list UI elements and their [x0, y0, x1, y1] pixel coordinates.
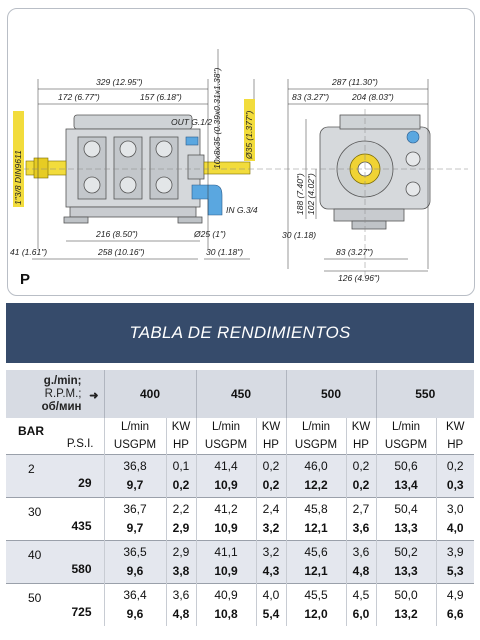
flow-cell: 41,4 10,9: [196, 455, 256, 498]
speed-500: 500: [286, 370, 376, 418]
dim-329: 329 (12.95"): [96, 77, 143, 87]
flow-cell: 36,5 9,6: [104, 541, 166, 584]
bar-label: BAR: [18, 424, 44, 438]
dim-157: 157 (6.18"): [140, 92, 182, 102]
dim-188: 188 (7.40"): [295, 173, 305, 215]
bar-value: 30: [28, 505, 42, 519]
pump-drawing: [8, 9, 474, 295]
drawing-letter: P: [20, 271, 31, 288]
flow-cell: 50,4 13,3: [376, 498, 436, 541]
units-row: BAR P.S.I. L/min USGPM KW HP L/min USGPM KW HP L/min USGPM KW HP L/min USGPM KW HP: [6, 418, 474, 455]
dim-d25: Ø25 (1"): [194, 229, 226, 239]
power-cell: 4,5 6,0: [346, 584, 376, 627]
outlet-fitting: [186, 137, 198, 145]
table-row: [6, 541, 474, 584]
performance-table: [6, 370, 474, 626]
table-title: TABLA DE RENDIMIENTOS: [129, 323, 351, 342]
flow-cell: 41,1 10,9: [196, 541, 256, 584]
header-row: [6, 370, 474, 418]
flow-cell: 40,9 10,8: [196, 584, 256, 627]
power-cell: 3,6 4,8: [346, 541, 376, 584]
power-cell: 0,2 0,3: [436, 455, 474, 498]
pressure-cell: [6, 541, 104, 584]
table-row: [6, 498, 474, 541]
power-cell: 3,2 4,3: [256, 541, 286, 584]
power-cell: 3,0 4,0: [436, 498, 474, 541]
power-cell: 3,9 5,3: [436, 541, 474, 584]
power-cell: 0,2 0,2: [346, 455, 376, 498]
flow-cell: 46,0 12,2: [286, 455, 346, 498]
power-cell: 2,2 2,9: [166, 498, 196, 541]
table-title-banner: [6, 303, 474, 363]
side-outlet-fitting: [407, 131, 419, 143]
dim-d35: Ø35 (1.377"): [244, 110, 254, 159]
speed-550: 550: [376, 370, 474, 418]
flow-cell: 36,4 9,6: [104, 584, 166, 627]
bar-value: 40: [28, 548, 42, 562]
arrow-right-icon: ➜: [89, 390, 99, 402]
dim-41: 41 (1.61"): [10, 247, 48, 257]
speed-400: 400: [104, 370, 196, 418]
shaft: [204, 162, 250, 174]
pressure-cell: [6, 584, 104, 627]
out-label: OUT G.1/2: [171, 117, 213, 127]
pressure-cell: [6, 455, 104, 498]
psi-value: 725: [71, 605, 92, 619]
dim-204: 204 (8.03"): [352, 92, 394, 102]
power-cell: 0,1 0,2: [166, 455, 196, 498]
psi-value: 580: [71, 562, 92, 576]
dim-172: 172 (6.77"): [58, 92, 100, 102]
psi-label: P.S.I.: [66, 438, 94, 450]
dim-216: 216 (8.50"): [96, 229, 138, 239]
power-cell: 2,7 3,6: [346, 498, 376, 541]
power-cell: 2,9 3,8: [166, 541, 196, 584]
psi-value: 29: [78, 476, 92, 490]
table-row: [6, 455, 474, 498]
technical-drawing: [7, 8, 475, 296]
flow-cell: 45,6 12,1: [286, 541, 346, 584]
inlet-label: 1"3/8 DIN9611: [13, 150, 23, 205]
dim-30: 30 (1.18"): [206, 247, 244, 257]
flow-cell: 45,5 12,0: [286, 584, 346, 627]
psi-value: 435: [71, 519, 92, 533]
dim-102: 102 (4.02"): [306, 173, 316, 215]
power-cell: 2,4 3,2: [256, 498, 286, 541]
flow-cell: 45,8 12,1: [286, 498, 346, 541]
bar-value: 50: [28, 591, 42, 605]
dim-83-bottom: 83 (3.27"): [336, 247, 374, 257]
dim-126: 126 (4.96"): [338, 273, 380, 283]
rpm-label: g./min; R.P.M.; об/мин ➜: [6, 370, 104, 418]
flow-cell: 50,6 13,4: [376, 455, 436, 498]
dim-258: 258 (10.16"): [98, 247, 145, 257]
speed-450: 450: [196, 370, 286, 418]
pressure-cell: [6, 498, 104, 541]
flow-cell: 50,2 13,3: [376, 541, 436, 584]
in-label: IN G.3/4: [226, 205, 258, 215]
dim-287: 287 (11.30"): [332, 77, 378, 87]
flow-cell: 36,8 9,7: [104, 455, 166, 498]
power-cell: 4,0 5,4: [256, 584, 286, 627]
shaft-label: 10x8x35 (0.39x0.31x1.38"): [212, 67, 222, 169]
flow-cell: 50,0 13,2: [376, 584, 436, 627]
table-row: [6, 584, 474, 627]
dim-30-side: 30 (1.18): [282, 230, 317, 240]
bar-value: 2: [28, 462, 35, 476]
flow-cell: 36,7 9,7: [104, 498, 166, 541]
table-body: [6, 455, 474, 627]
inlet-fitting: [26, 158, 66, 178]
bar-psi-header: [6, 418, 104, 455]
flow-cell: 41,2 10,9: [196, 498, 256, 541]
dim-83-top: 83 (3.27"): [292, 92, 330, 102]
power-cell: 4,9 6,6: [436, 584, 474, 627]
power-cell: 0,2 0,2: [256, 455, 286, 498]
power-cell: 3,6 4,8: [166, 584, 196, 627]
